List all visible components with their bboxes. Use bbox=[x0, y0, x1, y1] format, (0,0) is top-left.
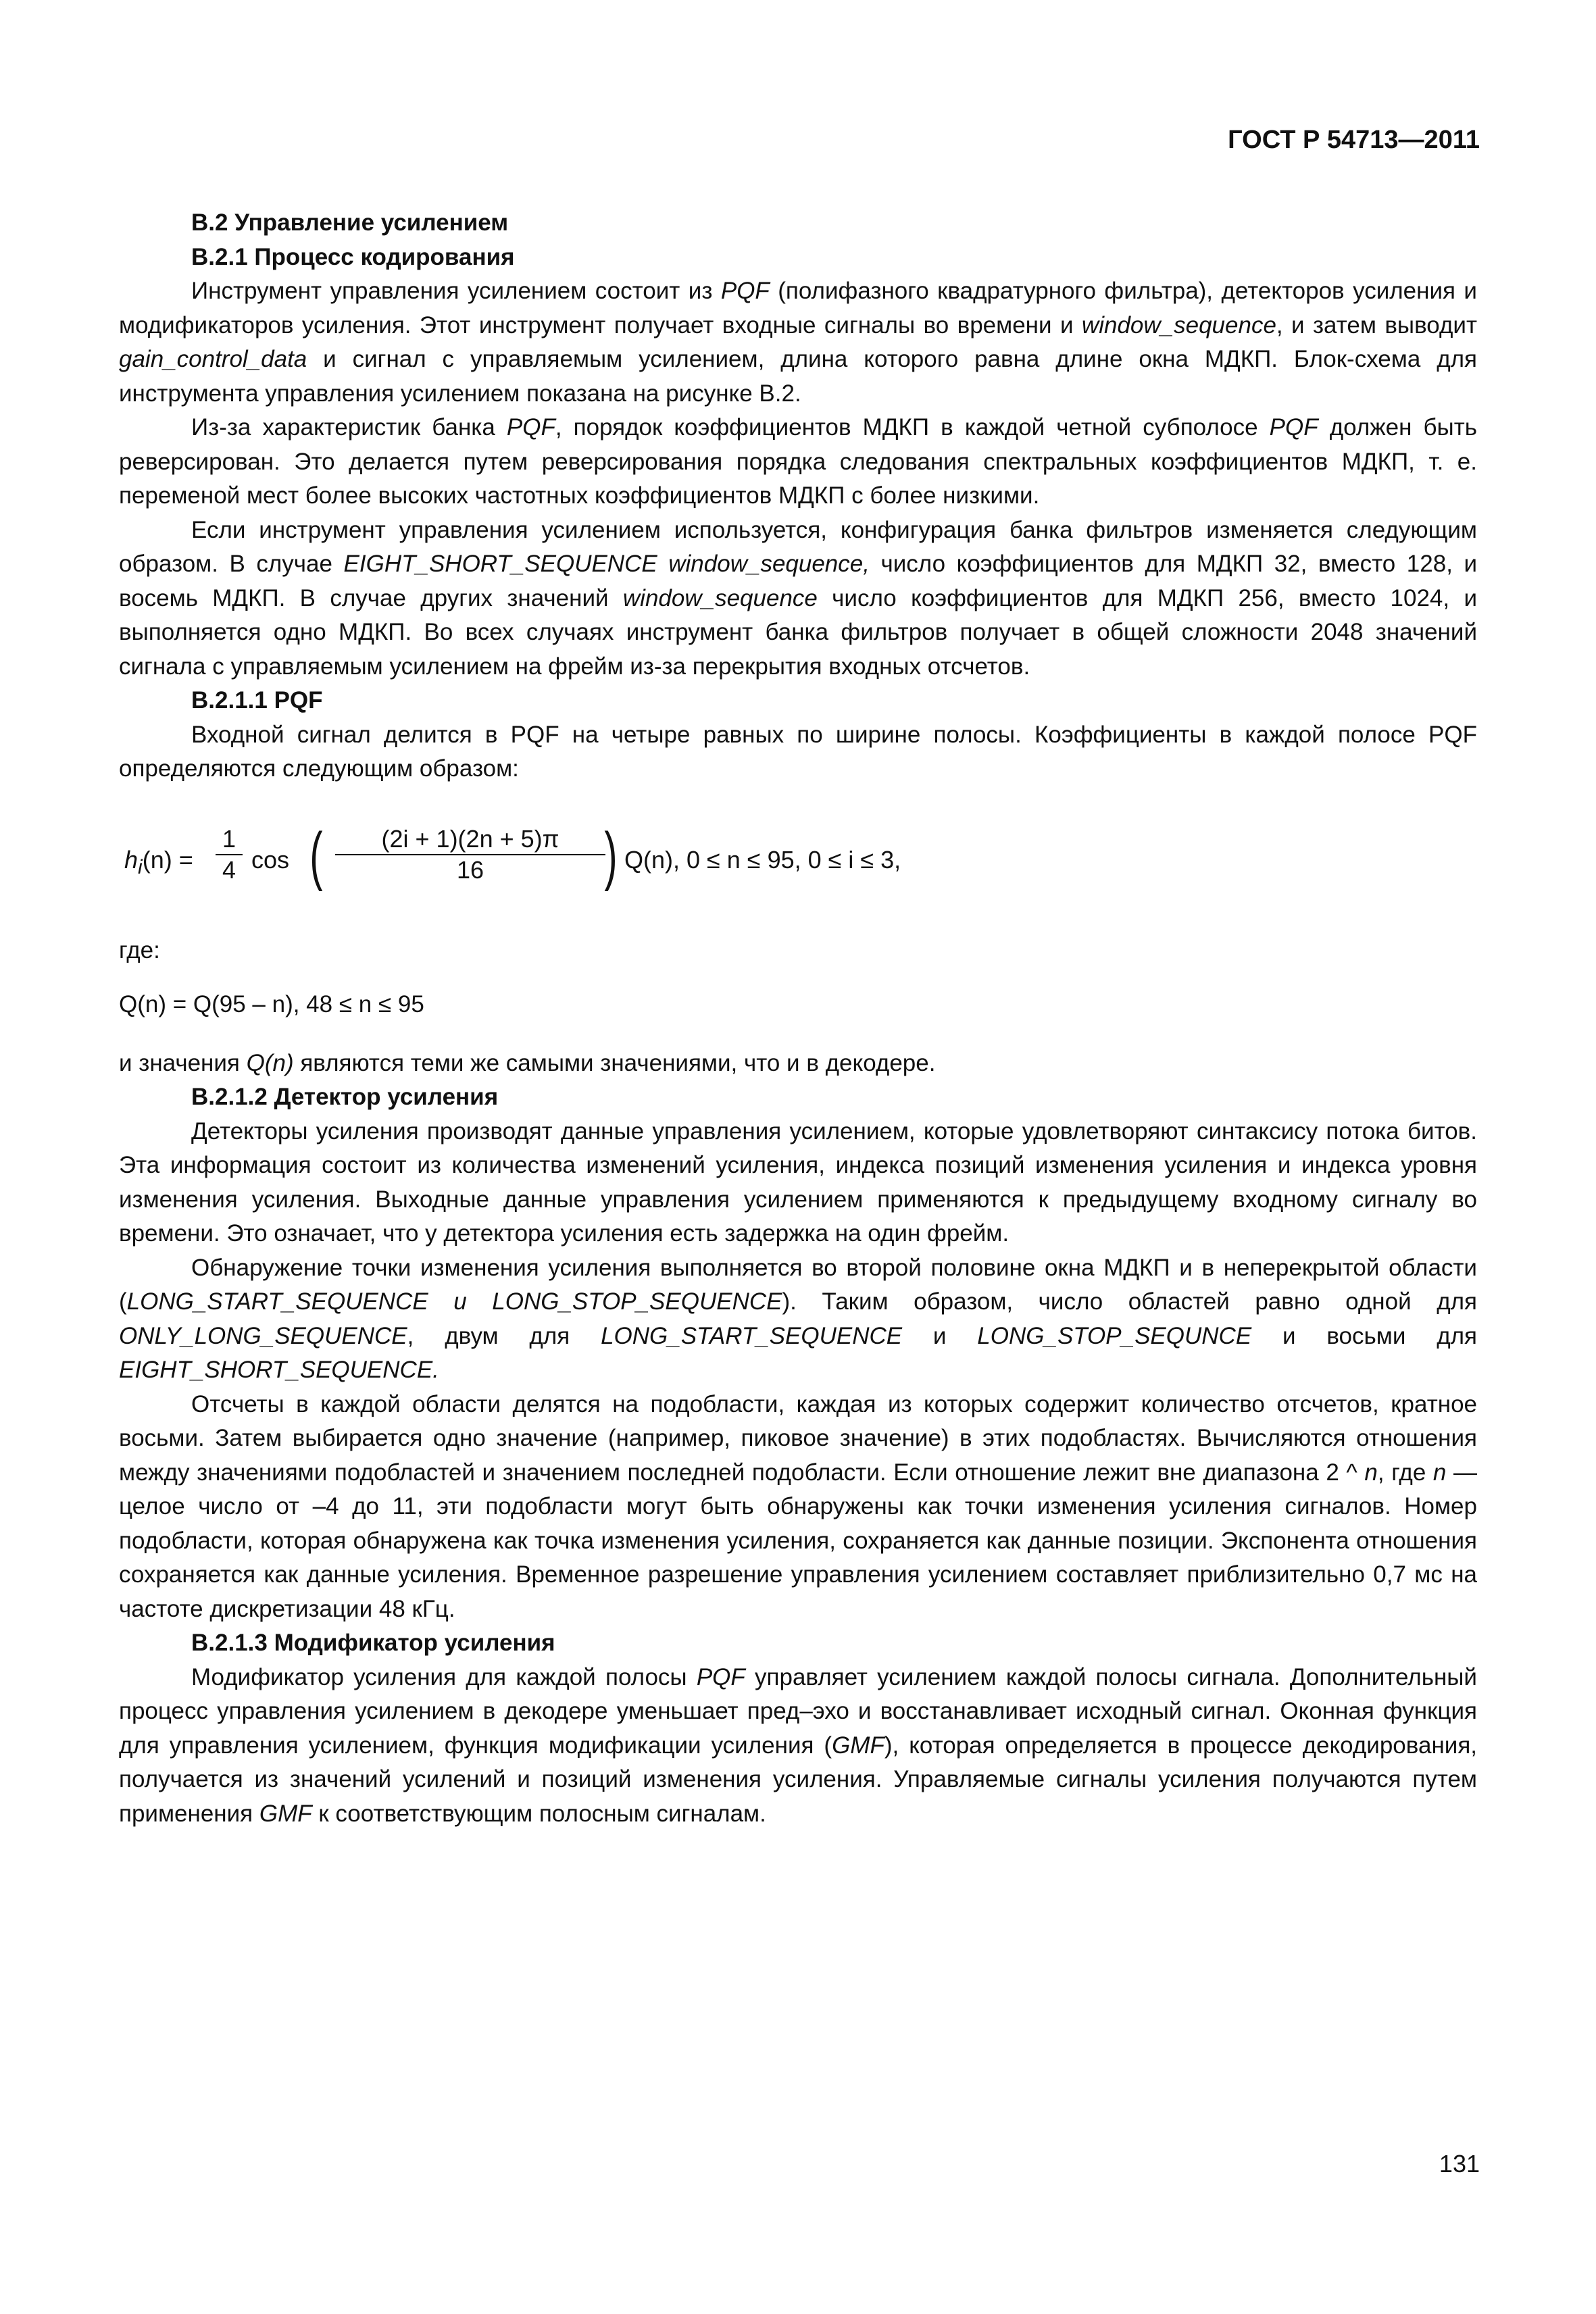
paragraph-b212-2: Обнаружение точки изменения усиления выполняется во второй половине окна МДКП и в неперекрытой области (LONG_START_SEQUENCE и LONG_STOP_SEQUENCE). Таким образом, число областей равно одной для ONLY_LONG_SEQUENCE, двум для LONG_START_SEQUENCE и LONG_STOP_SEQUNCE и восьми для EIGHT_SHORT_SEQUENCE. bbox=[119, 1254, 1477, 1383]
paragraph-b213-1: Модификатор усиления для каждой полосы PQF управляет усилением каждой полосы сигнала. Дополнительный процесс управления усилением в декодере уменьшает пред–эхо и восстанавливает исходный сигнал. Оконная функция для управления усилением, функция модификации усиления (GMF), которая определяется в процессе декодирования, получается из значений усилений и позиций изменения усиления. Управляемые сигналы усиления получаются путем применения GMF к соответствующим полосным сигналам. bbox=[119, 1663, 1477, 1827]
formula-left-paren: ( bbox=[309, 819, 323, 892]
paragraph-b212-1: Детекторы усиления производят данные управления усилением, которые удовлетворяют синтаксису потока битов. Эта информация состоит из количества изменений усиления, индекса позиций изменения усиления и индекса уровня изменения усиления. Выходные данные управления усилением применяются к предыдущему входному сигналу во времени. Это означает, что у детектора усиления есть задержка на один фрейм. bbox=[119, 1117, 1477, 1247]
paragraph-b211-1: Входной сигнал делится в PQF на четыре равных по ширине полосы. Коэффициенты в каждой полосе PQF определяются следующим образом: bbox=[119, 721, 1477, 782]
section-title-b2: B.2 Управление усилением bbox=[191, 209, 509, 236]
q-definition: Q(n) = Q(95 – n), 48 ≤ n ≤ 95 bbox=[119, 991, 424, 1017]
document-body bbox=[119, 206, 1477, 1831]
paragraph-b21-2: Из-за характеристик банка PQF, порядок коэффициентов МДКП в каждой четной субполосе PQF должен быть реверсирован. Это делается путем реверсирования порядка следования спектральных коэффициентов МДКП, т. е. переменой мест более высоких частотных коэффициентов МДКП с более низкими. bbox=[119, 414, 1477, 509]
paragraph-b21-3: Если инструмент управления усилением используется, конфигурация банка фильтров изменяется следующим образом. В случае EIGHT_SHORT_SEQUENCE window_sequence, число коэффициентов для МДКП 32, вместо 128, и восемь МДКП. В случае других значений window_sequence число коэффициентов для МДКП 256, вместо 1024, и выполняется одно МДКП. Во всех случаях инструмент банка фильтров получает в общей сложности 2048 значений сигнала с управляемым усилением на фрейм из-за перекрытия входных отсчетов. bbox=[119, 516, 1478, 680]
section-title-b211: B.2.1.1 PQF bbox=[191, 687, 323, 713]
paragraph-b21-1: Инструмент управления усилением состоит из PQF (полифазного квадратурного фильтра), детекторов усиления и модификаторов усиления. Этот инструмент получает входные сигналы во времени и window_sequence, и затем выводит gain_control_data и сигнал с управляемым усилением, длина которого равна длине окна МДКП. Блок-схема для инструмента управления усилением показана на рисунке B.2. bbox=[119, 278, 1477, 407]
paragraph-b212-3: Отсчеты в каждой области делятся на подобласти, каждая из которых содержит количество отсчетов, кратное восьми. Затем выбирается одно значение (например, пиковое значение) в этих подобластях. Вычисляются отношения между значениями подобластей и значением последней подобласти. Если отношение лежит вне диапазона 2 ^ n, где n — целое число от –4 до 11, эти подобласти могут быть обнаружены как точки изменения усиления сигналов. Номер подобласти, которая обнаружена как точка изменения усиления, сохраняется как данные позиции. Экспонента отношения сохраняется как данные усиления. Временное разрешение управления усилением составляет приблизительно 0,7 мс на частоте дискретизации 48 кГц. bbox=[119, 1390, 1477, 1622]
formula-fraction-quarter: 1 4 bbox=[216, 824, 243, 885]
formula-right-paren: ) bbox=[604, 819, 618, 892]
q-note: и значения Q(n) являются теми же самыми значениями, что и в декодере. bbox=[119, 1049, 936, 1076]
where-label: где: bbox=[119, 936, 160, 963]
document-id-header: ГОСТ Р 54713—2011 bbox=[1228, 126, 1480, 154]
formula-fraction-argument: (2i + 1)(2n + 5)π 16 bbox=[335, 824, 605, 885]
formula-cos: cos bbox=[251, 845, 290, 874]
page-number: 131 bbox=[1439, 2150, 1480, 2178]
section-title-b21: B.2.1 Процесс кодирования bbox=[191, 243, 515, 270]
section-title-b212: B.2.1.2 Детектор усиления bbox=[191, 1084, 499, 1110]
formula-lhs: $h_i(n)$ = bbox=[124, 845, 193, 878]
section-title-b213: B.2.1.3 Модификатор усиления bbox=[191, 1630, 555, 1656]
formula-rhs: Q(n), 0 ≤ n ≤ 95, 0 ≤ i ≤ 3, bbox=[624, 845, 901, 874]
pqf-coefficient-formula bbox=[119, 819, 1477, 899]
